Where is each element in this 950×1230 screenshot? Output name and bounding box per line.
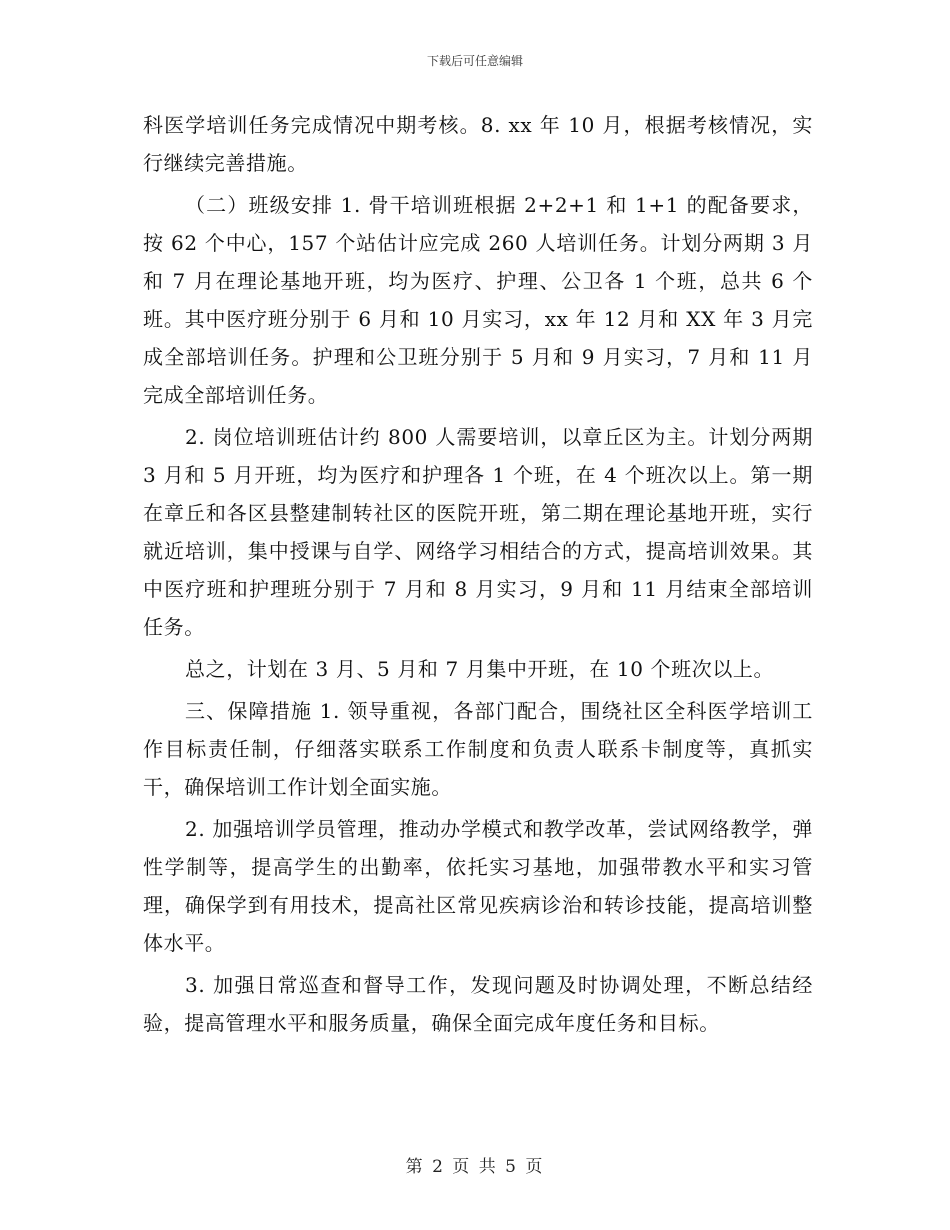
page-number-footer: 第 2 页 共 5 页 (405, 1157, 545, 1177)
paragraph-inspection-supervision: 3. 加强日常巡查和督导工作，发现问题及时协调处理，不断总结经验，提高管理水平和服务质量，确保全面完成年度任务和目标。 (143, 973, 813, 1035)
paragraph-post-training: 2. 岗位培训班估计约 800 人需要培训，以章丘区为主。计划分两期 3 月和 5 月开班，均为医疗和护理各 1 个班，在 4 个班次以上。第一期在章丘和各区县整建制转社区的医院开班，第二期在理论基地开班，实行就近培训，集中授课与自学、网络学习相结合的方式，提高培训效果。其中医疗班和护理班分别于 7 月和 8 月实习，9 月和 11 月结束全部培训任务。 (143, 425, 813, 639)
document-body (143, 106, 813, 1046)
paragraph-safeguard-measures: 三、保障措施 1. 领导重视，各部门配合，围绕社区全科医学培训工作目标责任制，仔细落实联系工作制度和负责人联系卡制度等，真抓实干，确保培训工作计划全面实施。 (143, 699, 813, 799)
paragraph-summary: 总之，计划在 3 月、5 月和 7 月集中开班，在 10 个班次以上。 (185, 657, 775, 681)
paragraph-continuation: 科医学培训任务完成情况中期考核。8. xx 年 10 月，根据考核情况，实行继续完善措施。 (143, 113, 813, 175)
paragraph-trainee-management: 2. 加强培训学员管理，推动办学模式和教学改革，尝试网络教学，弹性学制等，提高学生的出勤率，依托实习基地，加强带教水平和实习管理，确保学到有用技术，提高社区常见疾病诊治和转诊技能，提高培训整体水平。 (143, 817, 813, 955)
page-header: 下载后可任意编辑 (426, 54, 523, 68)
paragraph-class-arrangement: （二）班级安排 1. 骨干培训班根据 2+2+1 和 1+1 的配备要求，按 62 个中心，157 个站估计应完成 260 人培训任务。计划分两期 3 月和 7 月在理论基地开班，均为医疗、护理、公卫各 1 个班，总共 6 个班。其中医疗班分别于 6 月和 10 月实习，xx 年 12 月和 XX 年 3 月完成全部培训任务。护理和公卫班分别于 5 月和 9 月实习，7 月和 11 月完成全部培训任务。 (143, 193, 813, 407)
